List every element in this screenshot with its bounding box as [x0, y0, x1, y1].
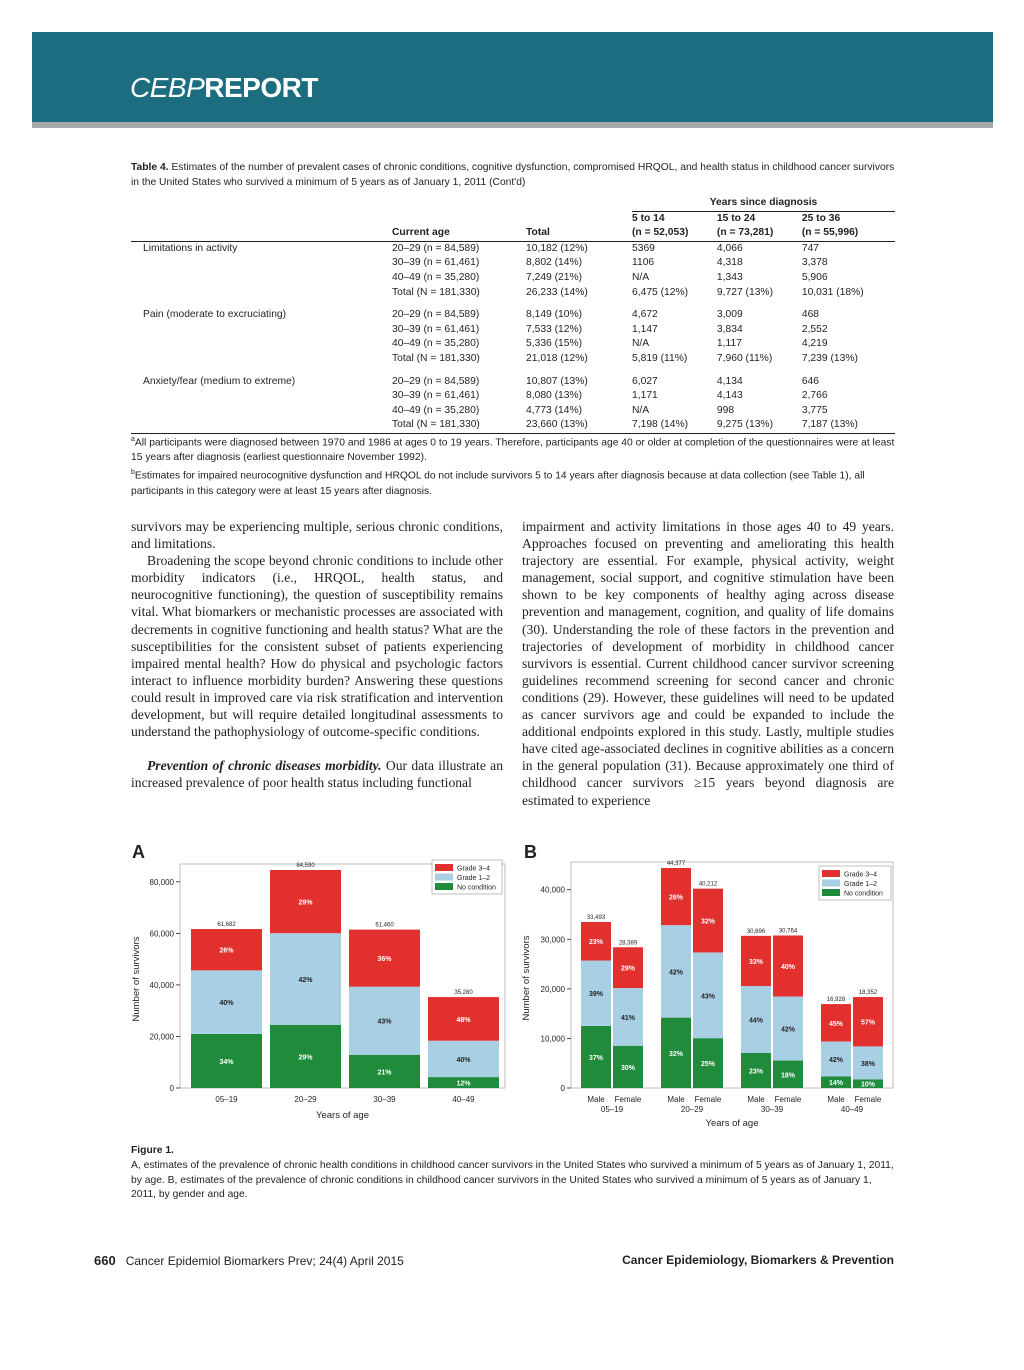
table-cell: N/A [632, 271, 650, 283]
segment-label: 29% [298, 899, 313, 907]
col-current-age: Current age [392, 226, 526, 241]
brand-bold: REPORT [204, 72, 318, 103]
footnote-b-mark: b [131, 469, 135, 477]
table-cell: N/A [632, 338, 650, 350]
segment-label: 21% [377, 1069, 392, 1077]
x-tick-label: 40–49 [452, 1095, 475, 1104]
legend-swatch [435, 883, 453, 890]
segment-label: 40% [780, 963, 796, 971]
table-cell: N/A [632, 404, 650, 416]
legend-label: No condition [844, 890, 883, 898]
table-cell: 10,182 (12%) [526, 242, 588, 254]
table-cell: 1,147 [632, 323, 658, 335]
row-group-label: Anxiety/fear (medium to extreme) [143, 375, 296, 387]
panel-letter: B [524, 842, 537, 862]
table-cell: 30–39 (n = 61,461) [392, 323, 480, 335]
segment-label: 34% [219, 1058, 234, 1066]
col-15-24-n: (n = 73,281) [717, 226, 802, 241]
table-row [131, 375, 895, 390]
segment-label: 44% [748, 1017, 764, 1025]
table-cell: 468 [801, 309, 820, 321]
table-cell: 5,906 [801, 271, 828, 283]
legend-label: Grade 3–4 [457, 865, 491, 873]
segment-label: 29% [298, 1054, 313, 1062]
table-cell [131, 323, 392, 338]
segment-label: 40% [219, 1000, 234, 1008]
journal-name: Cancer Epidemiology, Biomarkers & Prevention [622, 1253, 894, 1267]
table-cell: 20–29 (n = 84,589) [392, 242, 480, 254]
table-cell: Total (N = 181,330) [392, 418, 526, 433]
col-5-14: 5 to 14 [632, 212, 665, 224]
y-tick-label: 30,000 [540, 935, 565, 945]
page-number: 660 [94, 1253, 116, 1268]
segment-label: 40% [456, 1056, 471, 1064]
segment-label: 42% [668, 969, 684, 977]
table-row [131, 389, 895, 404]
figure-1a [125, 838, 510, 1128]
segment-label: 10% [860, 1081, 876, 1089]
legend-label: Grade 3–4 [844, 871, 878, 879]
chart-b [515, 838, 900, 1138]
x-tick-label: Female [854, 1095, 882, 1104]
table-cell: 6,027 [632, 375, 658, 387]
table-body [131, 241, 895, 433]
body-column-right [522, 518, 894, 809]
y-tick-label: 40,000 [540, 885, 565, 895]
segment-label: 45% [828, 1020, 844, 1028]
paragraph [131, 757, 503, 791]
table-cell: 1106 [632, 257, 655, 269]
bar-total-label: 28,389 [618, 940, 638, 947]
table-caption-text: Estimates of the number of prevalent cases of chronic conditions, cognitive dysfunction, compromised HRQOL, and health status in childhood cancer survivors in the United States who survived a minimum of 5 years as of January 1, 2011 (Cont'd) [131, 162, 895, 188]
x-group-label: 30–39 [760, 1105, 784, 1114]
table-caption [131, 160, 895, 190]
x-axis-label: Years of age [316, 1110, 369, 1121]
segment-label: 48% [456, 1016, 471, 1024]
bar-total-label: 30,764 [778, 928, 798, 935]
col-total: Total [526, 226, 632, 241]
col-25-36-n: (n = 55,996) [802, 226, 895, 241]
table-cell: Total (N = 181,330) [392, 286, 480, 298]
bar-total-label: 40,212 [698, 881, 718, 888]
bar-total-label: 16,928 [826, 997, 846, 1004]
table-cell: 9,275 (13%) [717, 418, 802, 433]
table-caption-label: Table 4. [131, 162, 169, 173]
table-row [131, 404, 895, 419]
segment-label: 33% [748, 958, 764, 966]
table-cell: 8,802 (14%) [526, 257, 583, 269]
brand-italic: CEBP [130, 72, 205, 103]
table-cell: 40–49 (n = 35,280) [392, 338, 480, 350]
table-cell: 4,672 [632, 309, 658, 321]
table-cell [131, 337, 392, 352]
panel-letter: A [132, 842, 145, 862]
x-group-label: 20–29 [680, 1105, 704, 1114]
table-cell: 30–39 (n = 61,461) [392, 257, 480, 269]
table-cell: 6,475 (12%) [632, 286, 689, 298]
chart-a [125, 838, 510, 1128]
bar-total-label: 33,493 [586, 914, 606, 921]
table-cell: 998 [716, 404, 735, 416]
legend-swatch [822, 880, 840, 887]
table-cell: 4,318 [716, 257, 743, 269]
segment-label: 43% [377, 1018, 392, 1026]
bar-total-label: 61,460 [375, 922, 394, 929]
segment-label: 57% [860, 1019, 876, 1027]
table-cell: 10,031 (18%) [801, 286, 864, 298]
table-cell: 5,336 (15%) [526, 338, 583, 350]
page-footer [94, 1253, 894, 1268]
table-cell: 747 [801, 242, 820, 254]
table-cell: 23,660 (13%) [526, 418, 632, 433]
table-cell: 7,198 (14%) [632, 418, 717, 433]
paragraph: impairment and activity limitations in those ages 40 to 49 years. Approaches focused on preventing and ameliorating this health trajectory are essential. For example, physical activity, weight management, social support, and cognitive stimulation have been shown to be key components of healthy aging across disease prevention and management, cognition, and quality of life domains (30). Understanding the role of these factors in the prevention and trajectories of development of morbidity in childhood cancer survivors is essential. Current childhood cancer survivor screening guidelines recommend screening for second cancer and chronic conditions (29). However, these guidelines will need to be updated as cancer survivors age and could be expanded to include the additional endpoints explored in this study. Lastly, multiple studies have cited age-associated declines in cognitive abilities as a concern in the general population (31). Because approximately one third of childhood cancer survivors ≥15 years beyond diagnosis are estimated to experience [522, 519, 894, 808]
x-tick-label: Male [827, 1095, 845, 1104]
table-cell: 4,143 [716, 390, 743, 402]
table-row [131, 286, 895, 301]
paragraph-text: Our data illustrate an increased prevalence of poor health status including functional [131, 758, 503, 791]
segment-label: 37% [588, 1054, 604, 1062]
table-cell: 7,239 (13%) [801, 352, 858, 364]
segment-label: 26% [668, 894, 684, 902]
table-row [131, 337, 895, 352]
paragraph: survivors may be experiencing multiple, serious chronic conditions, and limitations. [131, 519, 503, 552]
segment-label: 14% [828, 1080, 844, 1088]
table-row [131, 308, 895, 323]
segment-label: 12% [456, 1080, 471, 1088]
x-tick-label: Female [614, 1095, 642, 1104]
table-cell [131, 256, 392, 271]
table-cell: 26,233 (14%) [526, 286, 588, 298]
table-cell [131, 271, 392, 286]
table-cell: 40–49 (n = 35,280) [392, 404, 480, 416]
x-group-label: 05–19 [600, 1105, 624, 1114]
bar-total-label: 18,352 [858, 990, 878, 997]
bar-total-label: 61,682 [217, 922, 236, 929]
table-row [131, 256, 895, 271]
footnote-b-text: Estimates for impaired neurocognitive dysfunction and HRQOL do not include survivors 5 to 14 years after diagnosis because at data collection (see Table 1), all participants in this category were at least 15 years after diagnosis. [131, 470, 865, 497]
table-cell: 10,807 (13%) [526, 375, 588, 387]
table-cell: 5369 [632, 242, 655, 254]
footnote-a [131, 432, 895, 465]
table-cell: 1,343 [716, 271, 743, 283]
segment-label: 32% [700, 918, 716, 926]
table-cell: 7,187 (13%) [802, 418, 895, 433]
bar-total-label: 84,590 [296, 863, 315, 869]
segment-label: 42% [298, 977, 313, 984]
row-group-label: Limitations in activity [143, 242, 238, 254]
table-cell [131, 352, 392, 367]
x-axis-label: Years of age [705, 1118, 759, 1129]
y-axis-label: Number of survivors [131, 936, 142, 1022]
table-cell: Total (N = 181,330) [392, 352, 480, 364]
row-group-label: Pain (moderate to excruciating) [143, 309, 287, 321]
legend-label: Grade 1–2 [844, 881, 878, 888]
y-axis-label: Number of survivors [521, 935, 532, 1021]
table-cell: 3,378 [801, 257, 828, 269]
table-cell: 1,117 [716, 338, 742, 350]
table-cell: 20–29 (n = 84,589) [392, 309, 480, 321]
segment-label: 30% [620, 1064, 636, 1072]
segment-label: 36% [377, 956, 392, 964]
table-cell: 20–29 (n = 84,589) [392, 375, 480, 387]
table-cell: 9,727 (13%) [716, 286, 774, 298]
table-cell: 646 [801, 375, 820, 387]
table-cell: 3,834 [716, 323, 743, 335]
segment-label: 26% [219, 947, 234, 955]
figure-caption-label: Figure 1. [131, 1145, 174, 1156]
segment-label: 18% [780, 1072, 796, 1080]
x-tick-label: 30–39 [373, 1095, 396, 1104]
years-since-diagnosis-header: Years since diagnosis [632, 196, 895, 211]
y-tick-label: 10,000 [540, 1034, 565, 1044]
segment-label: 41% [620, 1014, 636, 1022]
table-cell: 7,960 (11%) [716, 352, 773, 364]
x-tick-label: 20–29 [294, 1095, 317, 1104]
table-cell: 30–39 (n = 61,461) [392, 390, 480, 402]
section-brand [130, 72, 318, 104]
row-spacer [131, 367, 895, 375]
x-tick-label: Female [774, 1095, 802, 1104]
paragraph: Broadening the scope beyond chronic conditions to include other morbidity indicators (i.e., HRQOL, health status, and neurocognitive functioning), the question of susceptibility remains vital. What biomarkers or mechanistic processes are associated with decrements in cognitive functioning and health status? What are the susceptibilities for the consistent subset of patients experiencing impaired mental health? How do physical and psychologic factors interact to influence morbidity burden? Answering these questions could result in improved care via risk stratification and intervention development, but will require detailed longitudinal assessments to understand the pathophysiology of outcome-specific conditions. [131, 553, 503, 740]
table-cell: 40–49 (n = 35,280) [392, 271, 480, 283]
table-cell: 8,149 (10%) [526, 309, 583, 321]
y-tick-label: 60,000 [149, 929, 174, 939]
table-cell [131, 404, 392, 419]
segment-label: 25% [700, 1061, 716, 1069]
y-tick-label: 0 [169, 1084, 174, 1093]
x-tick-label: Male [587, 1095, 605, 1104]
figure-1b [515, 838, 900, 1138]
bar-total-label: 44,377 [666, 861, 686, 867]
col-5-14-n: (n = 52,053) [632, 226, 717, 241]
table-cell: 7,533 (12%) [526, 323, 583, 335]
table-footnotes [131, 432, 895, 499]
legend-swatch [822, 889, 840, 896]
table-cell: 8,080 (13%) [526, 390, 583, 402]
table-4 [131, 196, 895, 434]
table-cell: 5,819 (11%) [632, 352, 688, 364]
segment-label: 38% [860, 1060, 876, 1068]
figure-caption-text: A, estimates of the prevalence of chronic health conditions in childhood cancer survivors in the United States who survived a minimum of 5 years as of January 1, 2011, by age. B, estimates of the prevalence of chronic conditions in childhood cancer survivors in the United States who survived a minimum of 5 years as of January 1, 2011, by gender and age. [131, 1159, 894, 1201]
legend-swatch [822, 870, 840, 877]
segment-label: 29% [620, 965, 636, 973]
table-cell: 4,066 [716, 242, 743, 254]
table-cell: 4,773 (14%) [526, 404, 583, 416]
table-cell: 4,134 [716, 375, 743, 387]
segment-label: 23% [588, 939, 604, 947]
table-cell: 7,249 (21%) [526, 271, 583, 283]
row-spacer [131, 300, 895, 308]
table-cell: 1,171 [632, 390, 658, 402]
table-row [131, 352, 895, 367]
x-tick-label: Male [747, 1095, 765, 1104]
segment-label: 32% [668, 1050, 684, 1058]
footnote-a-mark: a [131, 436, 135, 443]
x-group-label: 40–49 [840, 1105, 864, 1114]
table-cell: 4,219 [801, 338, 828, 350]
y-tick-label: 20,000 [149, 1032, 174, 1042]
footnote-b [131, 465, 895, 498]
citation: Cancer Epidemiol Biomarkers Prev; 24(4) April 2015 [125, 1254, 404, 1268]
table-cell [131, 286, 392, 301]
legend-swatch [435, 864, 453, 871]
bar-total-label: 30,696 [746, 928, 766, 935]
header-rule [32, 122, 993, 128]
table-row [131, 241, 895, 256]
segment-label: 39% [588, 991, 604, 999]
legend-label: No condition [457, 884, 496, 892]
figure-caption [131, 1144, 895, 1203]
col-25-36: 25 to 36 [801, 212, 841, 224]
table-cell [131, 389, 392, 404]
col-15-24: 15 to 24 [716, 212, 756, 224]
segment-label: 42% [780, 1026, 796, 1034]
segment-label: 42% [828, 1056, 844, 1064]
table-row [131, 271, 895, 286]
segment-label: 43% [700, 993, 716, 1001]
table-cell: 2,552 [801, 323, 828, 335]
body-column-left [131, 518, 503, 791]
segment-label: 23% [748, 1068, 764, 1076]
table-cell: 21,018 (12%) [526, 352, 588, 364]
table-row [131, 323, 895, 338]
table-cell: 2,766 [801, 390, 828, 402]
table-cell: 3,775 [801, 404, 828, 416]
y-tick-label: 0 [560, 1084, 565, 1093]
legend-swatch [435, 874, 453, 881]
bar-total-label: 35,280 [454, 990, 473, 997]
legend-label: Grade 1–2 [457, 875, 491, 882]
x-tick-label: 05–19 [215, 1095, 238, 1104]
footnote-a-text: All participants were diagnosed between 1970 and 1986 at ages 0 to 19 years. Therefore, participants age 40 or older at completion of the questionnaires were at least 15 years after diagnosis (earliest questionnaire November 1992). [131, 437, 895, 464]
y-tick-label: 40,000 [149, 980, 174, 990]
y-tick-label: 20,000 [540, 984, 565, 994]
y-tick-label: 80,000 [149, 877, 174, 887]
table-cell: 3,009 [716, 309, 743, 321]
x-tick-label: Female [694, 1095, 722, 1104]
section-heading: Prevention of chronic diseases morbidity. [147, 758, 382, 774]
x-tick-label: Male [667, 1095, 685, 1104]
